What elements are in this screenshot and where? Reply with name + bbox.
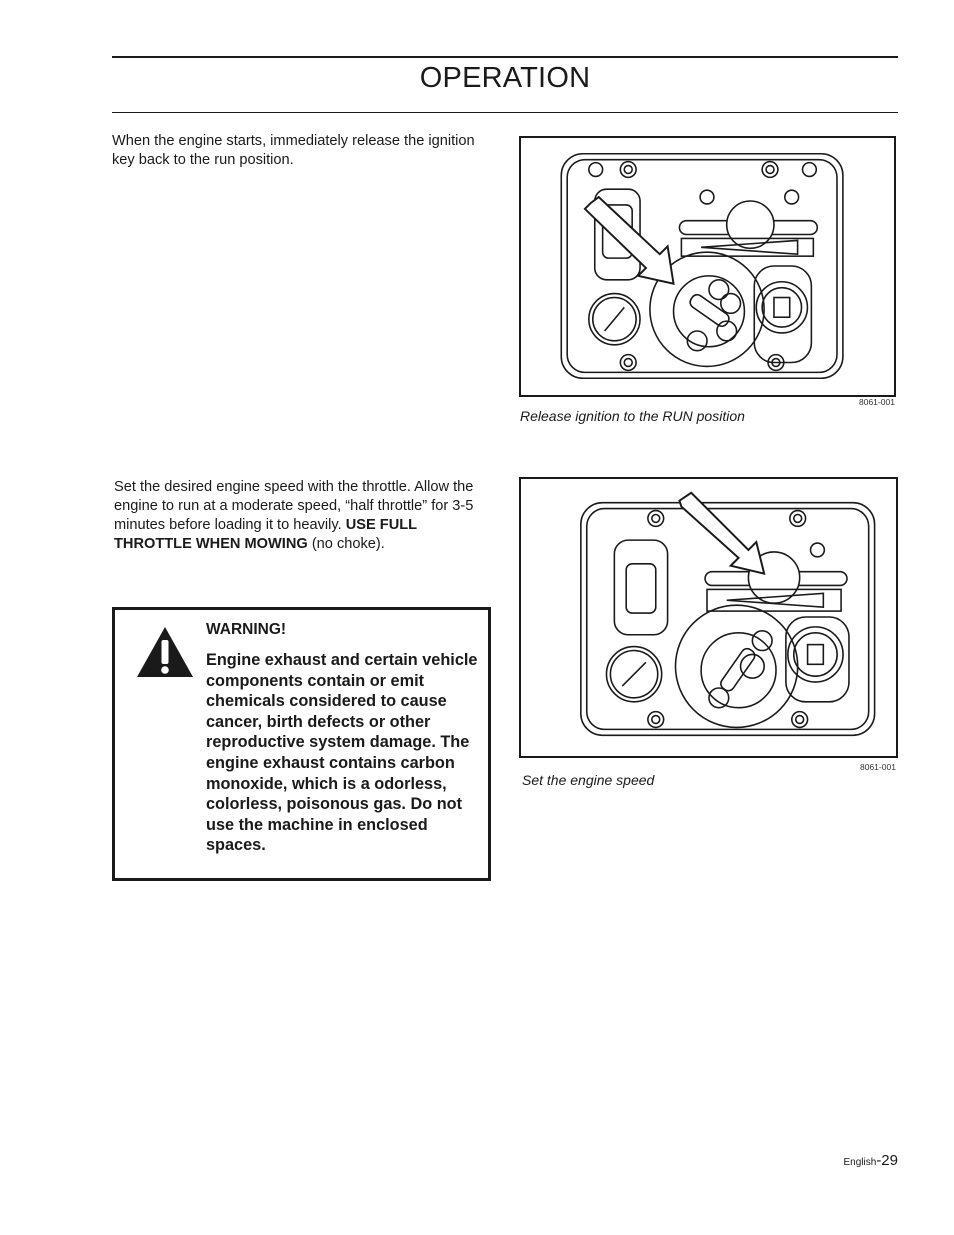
footer-page-number: -29 bbox=[876, 1152, 898, 1169]
warning-heading: WARNING! bbox=[206, 621, 287, 638]
warning-box bbox=[112, 607, 491, 881]
throttle-panel-illustration bbox=[521, 479, 896, 756]
no-choke-text: (no choke). bbox=[311, 536, 385, 552]
ignition-release-figure bbox=[519, 136, 896, 397]
footer-language: English bbox=[843, 1157, 877, 1168]
page-title: OPERATION bbox=[419, 62, 591, 94]
warning-triangle-icon bbox=[135, 625, 195, 679]
warning-body: Engine exhaust and certain vehicle components contain or emit chemicals considered to cause cancer, birth defects or other reproductive system damage. The engine exhaust contains carbon monoxide, which is a odorless, colorless, poisonous gas. Do not use the machine in enclosed spaces. bbox=[206, 651, 478, 855]
figure-code-1: 8061-001 bbox=[859, 397, 895, 407]
page-footer bbox=[844, 1152, 899, 1169]
throttle-figure bbox=[519, 477, 898, 758]
figure-caption-2: Set the engine speed bbox=[522, 772, 655, 788]
engine-speed-text: Set the desired engine speed with the throttle. Allow the engine to run at a moderate speed, “half throttle” for 3-5 minutes before loading it to heavily. bbox=[114, 479, 474, 533]
header-top-rule bbox=[112, 56, 898, 58]
full-throttle-emphasis: USE FULL THROTTLE WHEN MOWING bbox=[114, 517, 417, 552]
figure-code-2: 8061-001 bbox=[860, 762, 896, 772]
header-bottom-rule bbox=[112, 112, 898, 113]
control-panel-illustration bbox=[521, 138, 894, 395]
engine-speed-paragraph bbox=[114, 478, 494, 554]
release-key-paragraph: When the engine starts, immediately release the ignition key back to the run position. bbox=[112, 133, 475, 168]
figure-caption-1: Release ignition to the RUN position bbox=[520, 408, 745, 424]
